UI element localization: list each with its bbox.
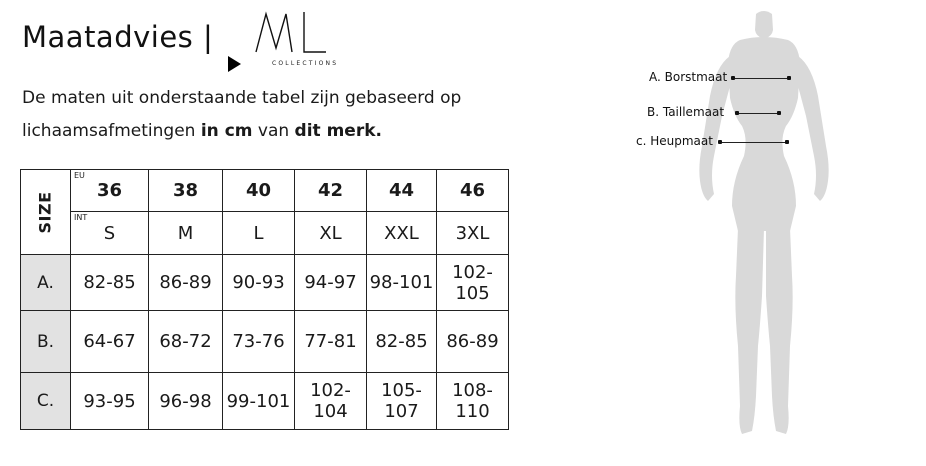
int-size-cell [437,212,509,255]
int-size-value: XXL [384,222,419,244]
measurement-cell: 98-101 [367,255,437,311]
eu-size-cell [295,170,367,212]
size-header-label: SIZE [35,190,55,234]
hip-measure-line [720,142,787,143]
eu-size-value: 36 [96,180,123,201]
measurement-cell: 102-105 [437,255,509,311]
intro-emphasis-brand: dit merk. [294,121,382,141]
measurement-cell: 102-104 [295,373,367,430]
intro-text-part: van [252,121,295,141]
brand-logo-subtitle: COLLECTIONS [272,60,339,67]
measurement-cell: 96-98 [149,373,223,430]
measurement-cell: 94-97 [295,255,367,311]
int-size-cell [223,212,295,255]
int-size-value: 3XL [455,222,490,244]
brand-logo [252,8,332,58]
eu-size-value: 42 [317,180,344,201]
play-arrow-icon [228,56,241,72]
eu-size-cell [437,170,509,212]
measurement-cell: 99-101 [223,373,295,430]
intro-text [22,82,542,148]
bust-measure-start-dot [731,76,735,80]
eu-tag: EU [74,171,85,180]
row-label: C. [21,373,71,430]
intro-emphasis-unit: in cm [200,121,253,141]
measurement-cell: 77-81 [295,311,367,373]
intro-text-part: lichaamsafmetingen [22,121,201,141]
table-row [21,311,509,373]
eu-size-cell [149,170,223,212]
measurement-cell: 64-67 [71,311,149,373]
measurement-cell: 105-107 [367,373,437,430]
page-title: Maatadvies | [22,20,214,54]
eu-size-value: 40 [245,180,272,201]
waist-measure-start-dot [735,111,739,115]
measurement-cell: 86-89 [437,311,509,373]
eu-size-cell [71,170,149,212]
waist-measure-line [737,113,779,114]
measurement-cell: 93-95 [71,373,149,430]
intro-line-1: De maten uit onderstaande tabel zijn gebaseerd op [22,88,462,108]
int-size-cell [367,212,437,255]
measurement-label-hip: c. Heupmaat [636,134,713,148]
int-size-value: M [177,222,194,244]
int-size-row [21,212,509,255]
eu-size-value: 38 [172,180,199,201]
waist-measure-end-dot [777,111,781,115]
table-row [21,255,509,311]
measurement-cell: 82-85 [367,311,437,373]
int-size-cell [71,212,149,255]
measurement-cell: 68-72 [149,311,223,373]
eu-size-value: 46 [459,180,486,201]
size-header-cell [21,170,71,255]
bust-measure-line [733,78,789,79]
int-size-cell [149,212,223,255]
row-label: B. [21,311,71,373]
eu-size-cell [223,170,295,212]
measurement-cell: 108-110 [437,373,509,430]
measurement-cell: 73-76 [223,311,295,373]
hip-measure-end-dot [785,140,789,144]
int-size-value: XL [319,222,342,244]
intro-line-2 [22,115,542,148]
size-table [20,169,509,430]
measurement-cell: 82-85 [71,255,149,311]
hip-measure-start-dot [718,140,722,144]
measurement-label-waist: B. Taillemaat [647,105,725,119]
bust-measure-end-dot [787,76,791,80]
row-label: A. [21,255,71,311]
table-row [21,373,509,430]
measurement-label-bust: A. Borstmaat [649,70,728,84]
measurement-cell: 90-93 [223,255,295,311]
int-size-value: S [103,222,116,244]
eu-size-cell [367,170,437,212]
eu-size-row [21,170,509,212]
int-tag: INT [74,213,88,222]
measurement-cell: 86-89 [149,255,223,311]
int-size-value: L [253,222,264,244]
int-size-cell [295,212,367,255]
eu-size-value: 44 [388,180,415,201]
